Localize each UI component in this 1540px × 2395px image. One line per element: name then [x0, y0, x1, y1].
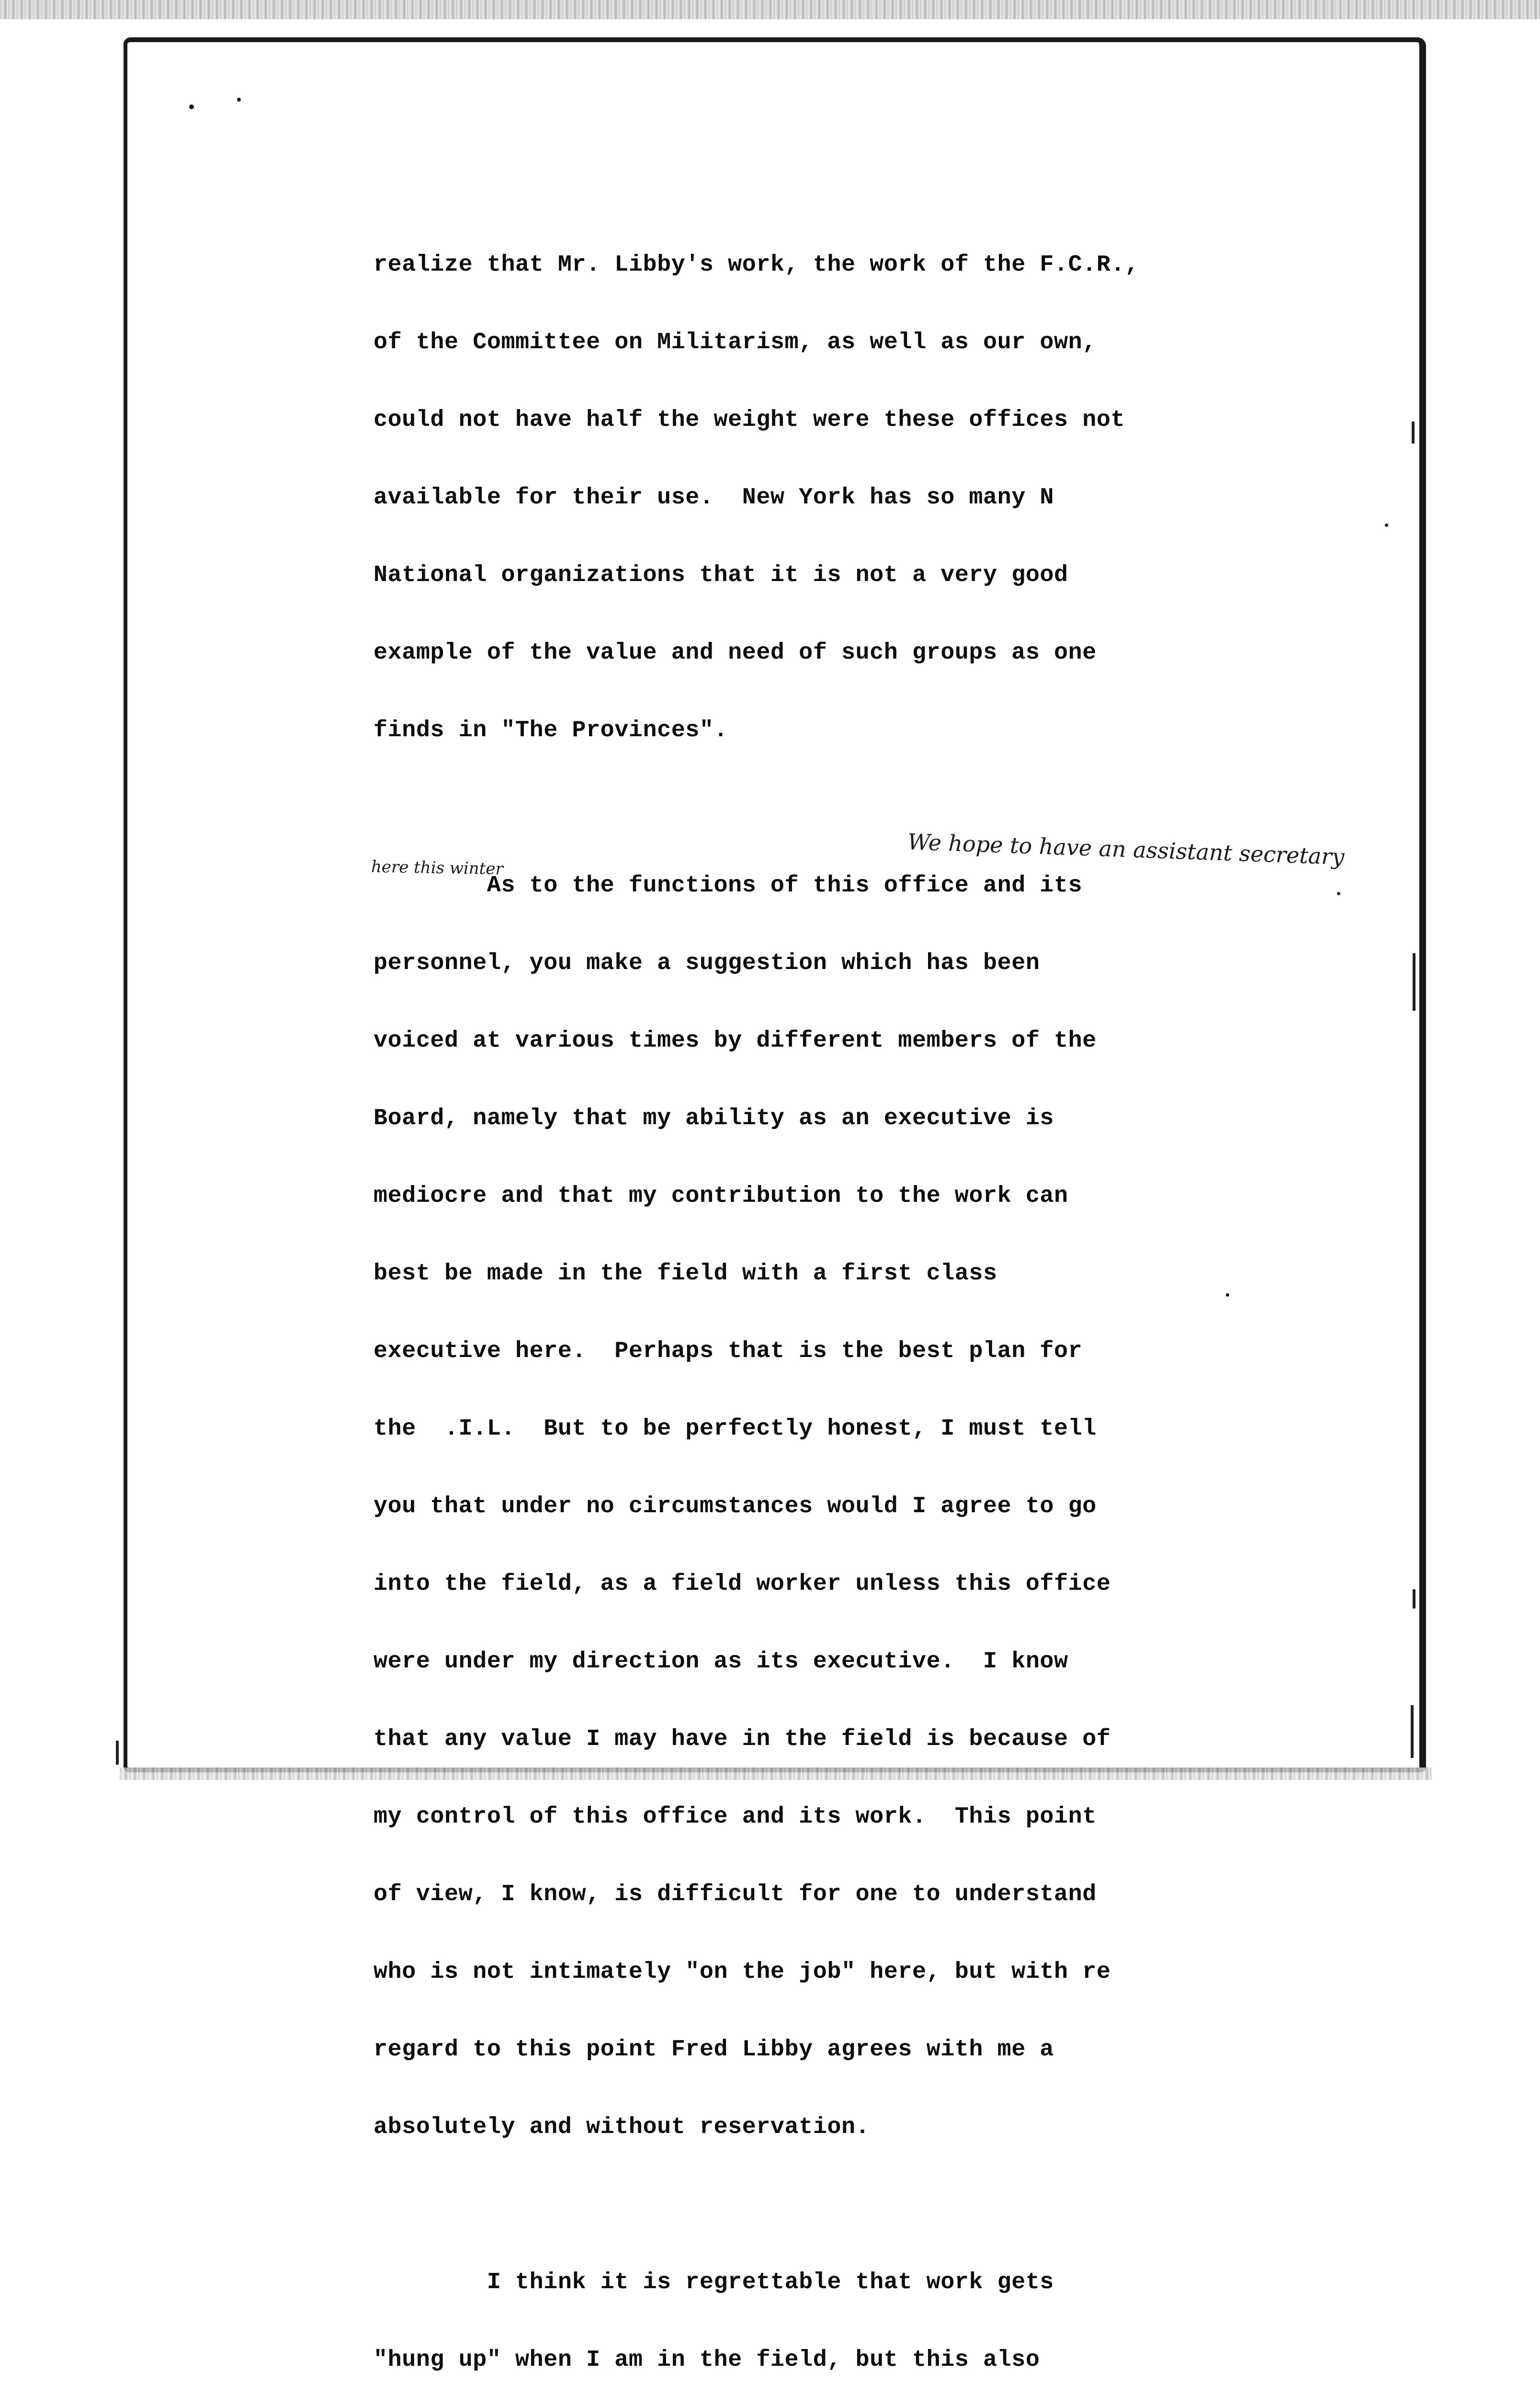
text-line: voiced at various times by different members of the: [374, 1027, 1097, 1054]
text-line: National organizations that it is not a very good: [374, 562, 1068, 588]
text-line: of view, I know, is difficult for one to understand: [374, 1881, 1097, 1907]
text-line: "hung up" when I am in the field, but this also: [374, 2347, 1040, 2373]
text-line: into the field, as a field worker unless this office: [374, 1571, 1111, 1597]
text-line: of the Committee on Militarism, as well as our own,: [374, 329, 1097, 355]
text-line: my control of this office and its work. This point: [374, 1803, 1097, 1830]
text-line: As to the functions of this office and its: [374, 872, 1083, 899]
paragraph-3: [374, 2218, 1446, 2395]
handwritten-note-line-1: We hope to have an assistant secretary: [907, 829, 1345, 870]
text-line: regard to this point Fred Libby agrees with me a: [374, 2036, 1054, 2063]
text-line: realize that Mr. Libby's work, the work of the F.C.R.,: [374, 251, 1139, 278]
text-line: available for their use. New York has so many N: [374, 484, 1054, 511]
speck-mark: [189, 104, 194, 109]
text-line: example of the value and need of such groups as one: [374, 639, 1097, 666]
text-line: I think it is regrettable that work gets: [374, 2269, 1054, 2295]
text-line: that any value I may have in the field is because of: [374, 1726, 1111, 1752]
speck-mark: [237, 98, 241, 102]
text-line: could not have half the weight were these offices not: [374, 407, 1125, 433]
text-line: absolutely and without reservation.: [374, 2114, 870, 2140]
letter-body: [374, 200, 1446, 2395]
handwritten-note-line-2: here this winter: [371, 857, 504, 879]
scan-top-edge: [0, 0, 1540, 19]
paragraph-1: [374, 200, 1446, 795]
text-line: were under my direction as its executive. I know: [374, 1648, 1068, 1675]
text-line: mediocre and that my contribution to the work can: [374, 1183, 1068, 1209]
text-line: best be made in the field with a first class: [374, 1260, 997, 1287]
paragraph-2: [374, 821, 1446, 2192]
margin-mark: [116, 1741, 119, 1765]
text-line: you that under no circumstances would I agree to go: [374, 1493, 1097, 1519]
text-line: finds in "The Provinces".: [374, 717, 728, 743]
text-line: who is not intimately "on the job" here, but with re: [374, 1959, 1111, 1985]
text-line: executive here. Perhaps that is the best plan for: [374, 1338, 1083, 1364]
text-line: Board, namely that my ability as an executive is: [374, 1105, 1054, 1131]
text-line: the .I.L. But to be perfectly honest, I must tell: [374, 1415, 1097, 1442]
text-line: personnel, you make a suggestion which has been: [374, 950, 1040, 976]
